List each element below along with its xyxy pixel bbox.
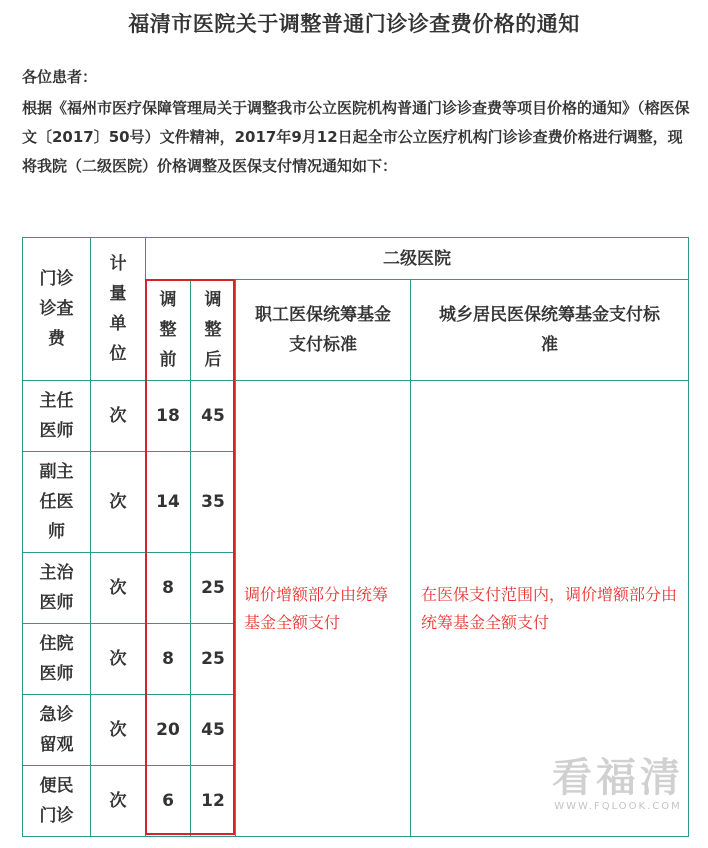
row-unit: 次 [91,381,146,452]
table-row [23,381,689,452]
watermark-brand: 看福清 [552,754,684,801]
header-employee: 职工医保统筹基金支付标准 [236,280,411,381]
row-before: 18 [146,381,191,452]
header-before: 调整前 [146,280,191,381]
greeting: 各位患者： [22,68,98,86]
fee-table [22,237,689,837]
row-before: 8 [146,624,191,695]
header-resident: 城乡居民医保统筹基金支付标准 [411,280,689,381]
header-fee: 门诊诊查费 [23,238,91,381]
row-name: 便民门诊 [23,766,91,837]
row-name: 主治医师 [23,553,91,624]
row-after: 25 [191,624,236,695]
row-unit: 次 [91,624,146,695]
row-name: 住院医师 [23,624,91,695]
row-before: 6 [146,766,191,837]
resident-note: 在医保支付范围内，调价增额部分由统筹基金全额支付 [411,381,689,837]
row-name: 急诊留观 [23,695,91,766]
row-after: 25 [191,553,236,624]
row-before: 14 [146,452,191,553]
row-unit: 次 [91,553,146,624]
table-header-row [23,238,689,280]
header-unit: 计量单位 [91,238,146,381]
row-unit: 次 [91,452,146,553]
row-before: 8 [146,553,191,624]
employee-note: 调价增额部分由统筹基金全额支付 [236,381,411,837]
watermark-url: WWW.FQLOOK.COM [554,801,682,812]
page-title: 福清市医院关于调整普通门诊诊查费价格的通知 [128,12,580,36]
row-name: 主任医师 [23,381,91,452]
row-after: 45 [191,381,236,452]
row-after: 45 [191,695,236,766]
header-after: 调整后 [191,280,236,381]
intro-paragraph: 根据《福州市医疗保障管理局关于调整我市公立医院机构普通门诊诊查费等项目价格的通知》（榕医保文〔2017〕50号）文件精神，2017年9月12日起全市公立医疗机构门诊诊查费价格进行调整，现将我院（二级医院）价格调整及医保支付情况通知如下： [22,99,690,175]
row-after: 35 [191,452,236,553]
row-unit: 次 [91,766,146,837]
row-unit: 次 [91,695,146,766]
row-name: 副主任医师 [23,452,91,553]
row-after: 12 [191,766,236,837]
row-before: 20 [146,695,191,766]
header-group: 二级医院 [146,238,689,280]
